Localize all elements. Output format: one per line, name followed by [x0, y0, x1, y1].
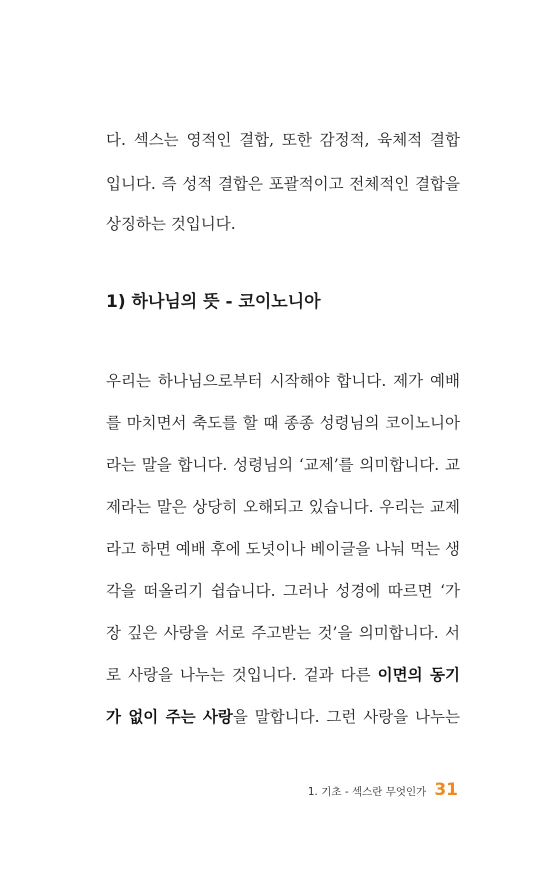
intro-line-2: 입니다. 즉 성적 결합은 포괄적이고 전체적인 결합을	[106, 175, 460, 193]
body-line-9-tail: 을 말합니다. 그런 사랑을 나누는	[232, 708, 460, 726]
body-line-7: 장 깊은 사랑을 서로 주고받는 것’을 의미합니다. 서	[106, 624, 460, 642]
body-line-5: 라고 하면 예배 후에 도넛이나 베이글을 나눠 먹는 생	[106, 540, 460, 558]
body-line-1: 우리는 하나님으로부터 시작해야 합니다. 제가 예배	[106, 372, 460, 390]
emphasis-hidden-motive: 이면의 동기	[377, 666, 460, 684]
body-line-4: 제라는 말은 상당히 오해되고 있습니다. 우리는 교제	[106, 498, 460, 516]
intro-line-1: 다. 섹스는 영적인 결합, 또한 감정적, 육체적 결합	[106, 131, 460, 149]
page-number: 31	[434, 780, 458, 800]
running-title: 1. 기초 - 섹스란 무엇인가	[307, 786, 427, 798]
emphasis-giving-love: 가 없이 주는 사랑	[106, 708, 233, 726]
page-footer	[308, 780, 458, 800]
body-line-3: 라는 말을 합니다. 성령님의 ‘교제’를 의미합니다. 교	[106, 456, 460, 474]
body-line-8-text: 로 사랑을 나누는 것입니다. 겉과 다른	[106, 666, 378, 684]
body-line-9	[106, 706, 460, 728]
section-heading: 1) 하나님의 뜻 - 코이노니아	[106, 292, 321, 312]
intro-line-3: 상징하는 것입니다.	[106, 215, 236, 233]
body-line-6: 각을 떠올리기 쉽습니다. 그러나 성경에 따르면 ‘가	[106, 582, 460, 600]
body-line-2: 를 마치면서 축도를 할 때 종종 성령님의 코이노니아	[106, 414, 460, 432]
body-line-8	[106, 664, 460, 686]
